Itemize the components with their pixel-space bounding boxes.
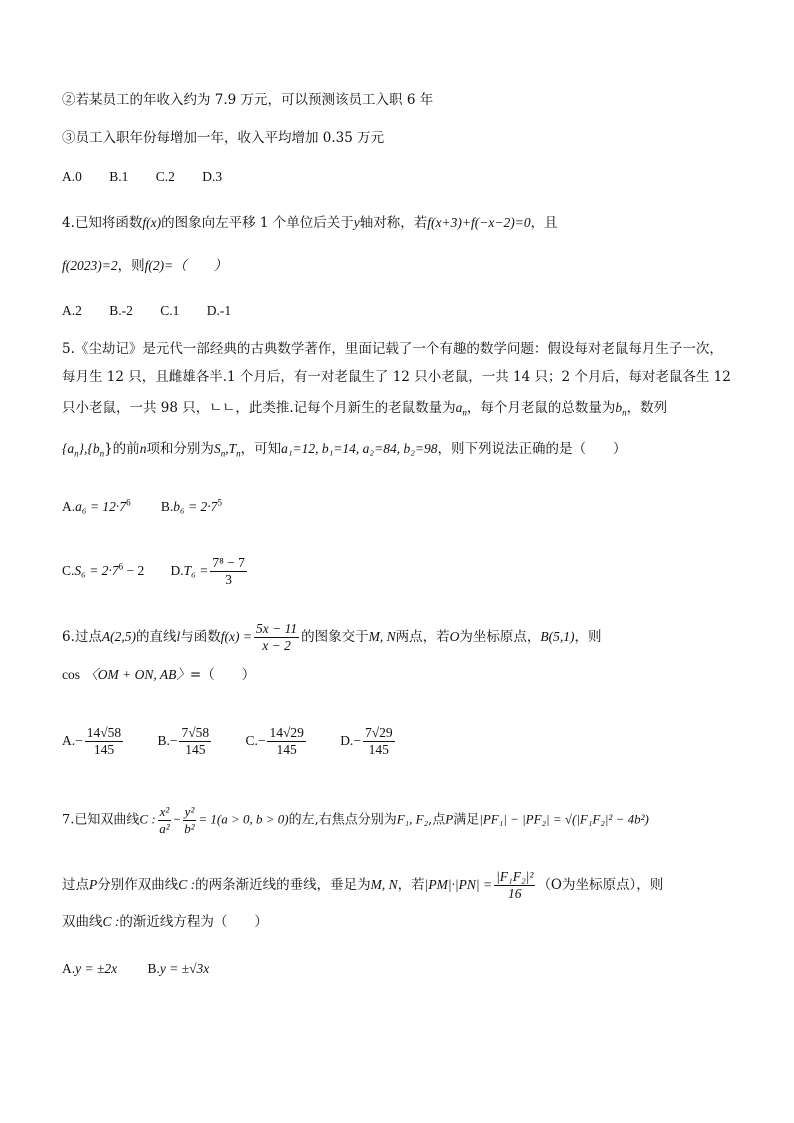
q5-sub: n: [622, 407, 627, 418]
points-mn: M, N: [370, 877, 398, 893]
q7-text: 满足: [453, 812, 480, 828]
q5-bn: b: [615, 400, 623, 415]
curve-c: C :: [178, 877, 196, 893]
option-a[interactable]: [62, 725, 125, 758]
q5-s: S: [213, 441, 221, 456]
q4-line-2: [62, 259, 227, 274]
q6-text: ，则: [574, 629, 602, 646]
fraction-denominator: 3: [225, 572, 232, 588]
q4-text: ，且: [530, 215, 558, 231]
option-label: B.: [157, 733, 170, 749]
q7-text: ，若: [397, 877, 425, 894]
q6-line-2: [62, 668, 255, 683]
q4-options: [62, 304, 255, 318]
option-label: A.: [62, 733, 76, 749]
option-a[interactable]: A.2: [62, 303, 82, 318]
vector-angle: 〈OM + ON, AB〉: [84, 667, 190, 682]
q7-text: ,点: [428, 812, 446, 828]
q5-text: 只小老鼠，一共 98 只，ㄴㄴ，此类推.记每个月新生的老鼠数量为: [62, 400, 456, 416]
option-a[interactable]: [62, 499, 131, 515]
fraction-numerator: 7√58: [179, 726, 211, 742]
point-p: P: [89, 877, 98, 893]
option-d[interactable]: D.-1: [206, 303, 232, 318]
option-c[interactable]: C.1: [160, 303, 180, 318]
q7-line-3: [62, 915, 268, 930]
fraction-numerator: y²: [184, 804, 195, 819]
fraction-denominator: x − 2: [262, 638, 291, 654]
q5-seq-a: {a: [62, 441, 75, 456]
q6-text: 两点，若: [395, 629, 450, 646]
statement-2: ②若某员工的年收入约为 7.9 万元，可以预测该员工入职 6 年: [62, 92, 434, 108]
fraction-denominator: b²: [184, 820, 195, 836]
option-a[interactable]: [62, 961, 117, 977]
option-sign: −: [75, 733, 83, 749]
point-p: P: [445, 811, 454, 827]
point-b: B(5,1): [540, 629, 575, 645]
q7-options: [62, 962, 209, 977]
option-sign: −: [169, 733, 178, 749]
option-label: B.: [147, 961, 160, 976]
q4-text: 的图象向左平移 1 个单位后关于: [161, 215, 354, 231]
option-exp: 5: [217, 497, 222, 508]
fraction-numerator: 14√58: [85, 726, 123, 742]
q5-line-1: 5.《尘劫记》是元代一部经典的古典数学著作，里面记载了一个有趣的数学问题：假设每对老鼠每月生子一次，: [62, 341, 723, 357]
q7-text: 分别作双曲线: [97, 877, 179, 894]
hyperbola-equation: = 1(a > 0, b > 0): [198, 811, 289, 827]
option-expr: T₆ =: [183, 563, 209, 579]
option-b[interactable]: [161, 499, 222, 515]
option-b[interactable]: B.-2: [109, 303, 133, 318]
option-sign: −: [353, 733, 361, 749]
q6-options: [62, 726, 397, 757]
curve-c: C :: [139, 811, 156, 827]
q5-sub: n: [236, 448, 241, 459]
option-c[interactable]: [245, 725, 307, 758]
cos-symbol: cos: [62, 667, 80, 682]
fraction-denominator: a²: [159, 820, 170, 836]
q4-fx: f(x): [142, 215, 162, 230]
fraction-numerator: 5x − 11: [254, 622, 299, 638]
fraction-denominator: 145: [276, 742, 297, 758]
q5-sub: n: [462, 407, 467, 418]
foci: F₁, F₂: [396, 811, 429, 827]
option-a[interactable]: A.0: [62, 169, 82, 184]
fraction-denominator: 145: [368, 742, 389, 758]
option-label: D.: [170, 563, 184, 579]
q7-text: 的两条渐近线的垂线，垂足为: [195, 877, 371, 894]
option-c[interactable]: C.2: [155, 169, 175, 184]
fraction-numerator: x²: [159, 804, 170, 819]
statement-3: ③员工入职年份每增加一年，收入平均增加 0.35 万元: [62, 130, 385, 146]
q5-line-2: 每月生 12 只，且雌雄各半.1 个月后，有一对老鼠生了 12 只小老鼠，一共 14 只；2 个月后，每对老鼠各生 12: [62, 369, 731, 385]
q7-text: 过点: [62, 877, 89, 894]
q6-text: 为坐标原点，: [459, 629, 541, 646]
fraction-denominator: 16: [508, 886, 522, 902]
q5-options-ab: [62, 497, 222, 515]
q5-sub: n: [220, 448, 226, 459]
q5-sub: n: [99, 448, 105, 459]
q6-text: 的直线: [136, 629, 177, 646]
option-sign: −: [257, 733, 266, 749]
option-b[interactable]: B.1: [109, 169, 129, 184]
point-a: A(2,5): [101, 629, 137, 645]
q5-text: ，数列: [626, 400, 668, 416]
q4-question: f(2)=（ ）: [144, 258, 228, 273]
q7-text: 的渐近线方程为（ ）: [119, 914, 268, 930]
q5-n: n: [139, 441, 147, 456]
q7-text: 7.已知双曲线: [62, 812, 140, 828]
q5-seq-b: },{b: [78, 441, 100, 456]
q5-line-4: $\{a_n\},\{b_n\}$的前n项和分别为$S_n,T_n$，可知a₁=12, b₁=14, a₂=84, b₂=98，则下列说法正确的是（ ）: [62, 441, 627, 459]
option-expr: y = ±2x: [75, 961, 118, 976]
q6-text: 与函数: [180, 629, 221, 646]
option-label: D.: [340, 733, 354, 749]
option-exp: 6: [126, 497, 131, 508]
option-exp: 6: [118, 561, 124, 572]
q7-text: 双曲线: [62, 914, 103, 930]
line-l: l: [176, 629, 181, 645]
q7-line-1: 7.已知双曲线C : $\frac{\text{x²}}{\text{a²}}$ − $\frac{\text{y²}}{\text{b²}}$ = 1(a > 0, b > 0)的左,右焦点分别为F₁, F₂,点P满足|PF₁| − |PF₂| = √(|F₁F₂|² − 4b²): [62, 804, 649, 836]
q5-text: ，可知: [240, 441, 282, 457]
option-label: A.: [62, 499, 76, 514]
option-label: B.: [160, 499, 174, 514]
option-d[interactable]: D.3: [202, 169, 223, 184]
option-expr: S₆ = 2·7: [74, 563, 119, 579]
curve-c: C :: [102, 914, 120, 929]
q5-text: ，每个月老鼠的总数量为: [466, 400, 616, 416]
q6-line-1: [62, 622, 601, 653]
option-label: A.: [62, 961, 76, 976]
q4-given: f(2023)=2: [62, 258, 118, 273]
option-d[interactable]: [170, 555, 249, 588]
fraction-numerator: |F₁F₂|²: [494, 870, 535, 886]
option-label: C.: [245, 733, 258, 749]
fraction-denominator: 145: [93, 742, 115, 758]
q4-text: 轴对称，若: [359, 215, 428, 231]
q7-line-2: [62, 870, 663, 901]
fraction-numerator: 14√29: [267, 726, 305, 742]
option-expr-tail: − 2: [123, 563, 145, 579]
option-b[interactable]: [147, 961, 209, 977]
q5-an: a: [455, 400, 463, 415]
points-mn: M, N: [368, 629, 396, 645]
q5-t: T: [228, 441, 237, 456]
q7-text: 的左,右焦点分别为: [288, 812, 397, 828]
fraction-denominator: 145: [185, 742, 206, 758]
q5-options-cd: [62, 556, 249, 587]
q3-options: [62, 170, 246, 184]
q6-text: 6.过点: [62, 629, 102, 646]
fraction-numerator: 7√29: [363, 726, 395, 742]
q4-line-1: [62, 216, 558, 231]
q5-line-3: [62, 401, 667, 416]
q7-condition: |PF₁| − |PF₂| = √(|F₁F₂|² − 4b²): [479, 811, 649, 827]
option-c[interactable]: [62, 563, 144, 579]
q5-values: a₁=12, b₁=14, a₂=84, b₂=98: [281, 441, 438, 456]
function-f: f(x) =: [220, 629, 252, 645]
distance-product: |PM|·|PN| =: [424, 877, 493, 893]
q5-sub: n: [74, 448, 79, 459]
q5-text: }的前: [104, 441, 140, 457]
option-expr: b₆ = 2·7: [173, 499, 218, 514]
option-b[interactable]: [157, 725, 213, 758]
q5-text: 项和分别为: [146, 441, 214, 457]
origin-o: O: [449, 629, 460, 645]
option-d[interactable]: [340, 725, 396, 758]
q7-text: （O为坐标原点），则: [537, 877, 664, 894]
option-expr: a₆ = 12·7: [75, 499, 127, 514]
q4-text: ，则: [117, 258, 145, 274]
q4-y: y: [353, 215, 360, 230]
q4-text: 4.已知将函数: [62, 215, 143, 231]
option-label: C.: [62, 563, 75, 579]
option-expr: y = ±√3x: [159, 961, 210, 976]
q5-text: ，则下列说法正确的是（ ）: [437, 441, 627, 457]
fraction-numerator: 7⁸ − 7: [210, 556, 247, 572]
q6-text: 的图象交于: [301, 629, 369, 646]
q6-question: =（ ）: [189, 667, 256, 683]
q4-condition: f(x+3)+f(−x−2)=0: [427, 215, 531, 230]
